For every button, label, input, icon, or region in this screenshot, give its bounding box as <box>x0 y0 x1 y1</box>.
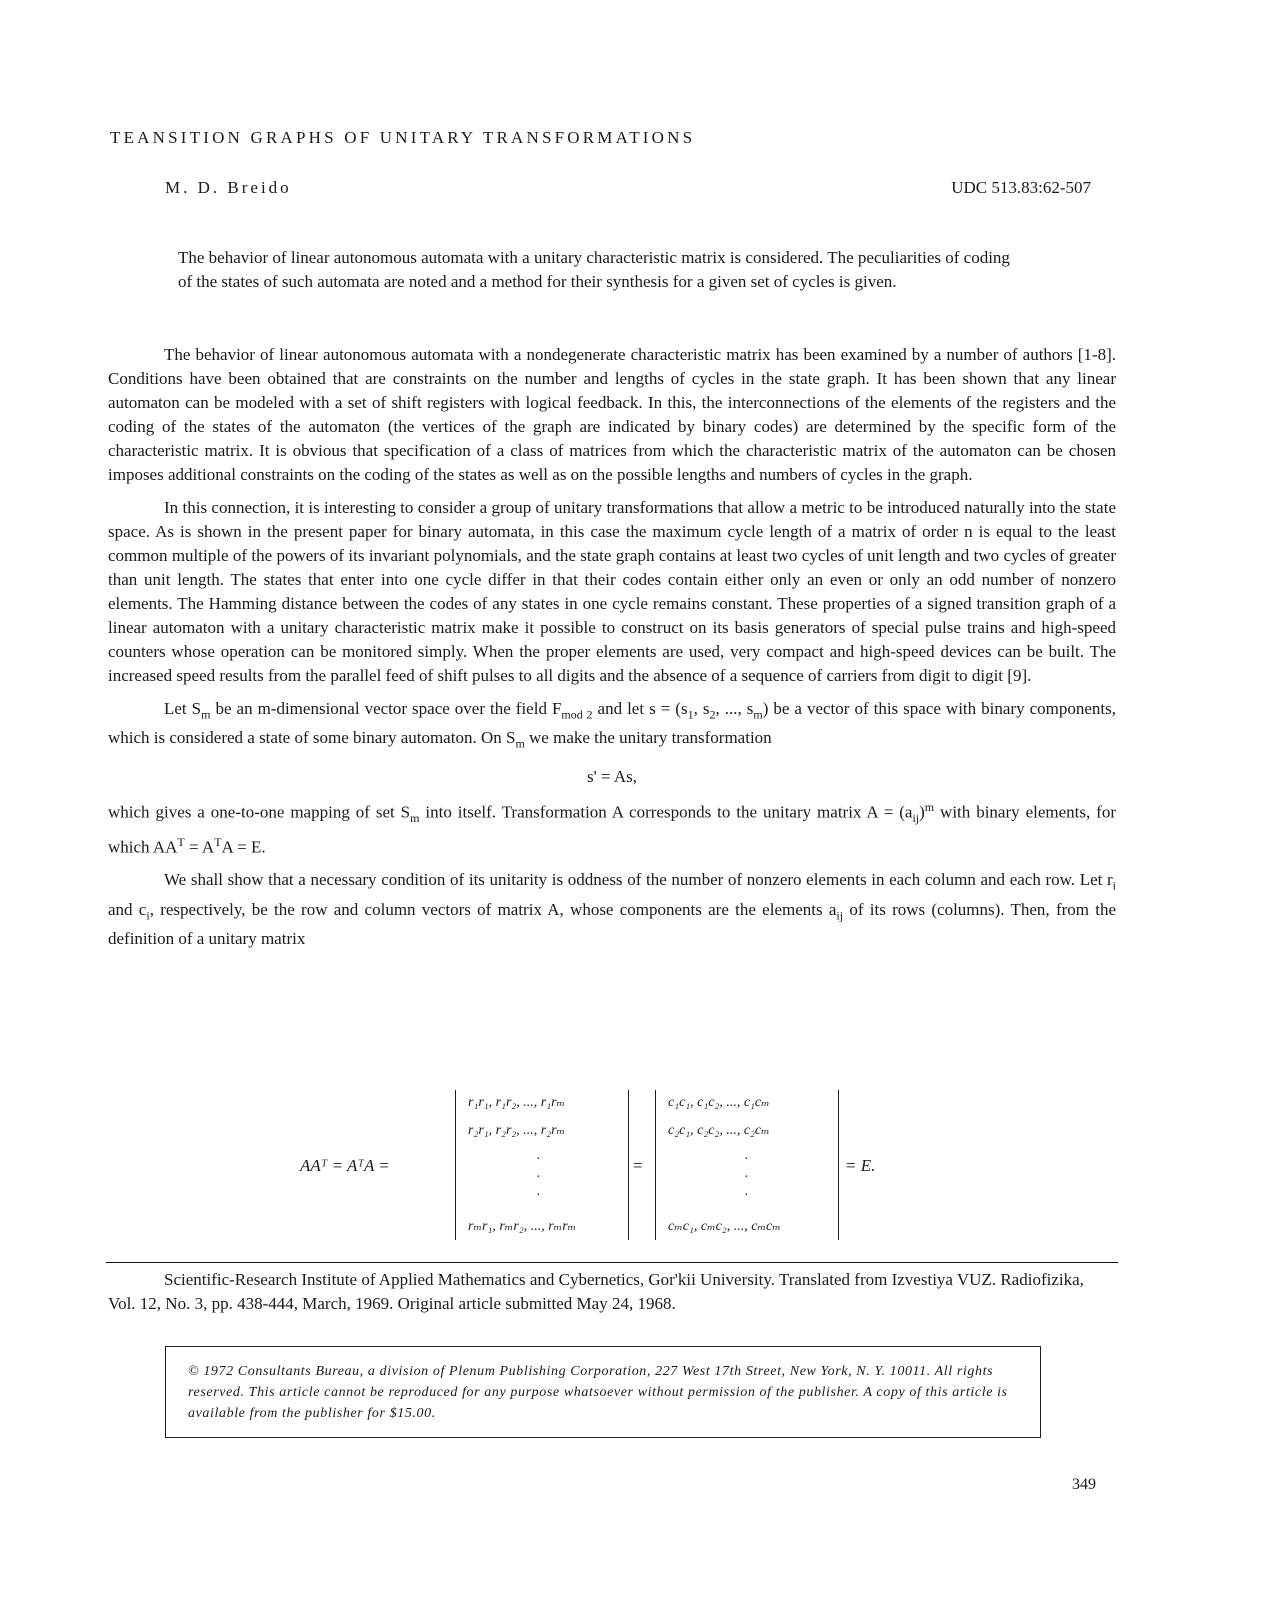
page-number: 349 <box>1072 1476 1096 1493</box>
vertical-dots: · <box>744 1188 749 1203</box>
matrix-rhs: = E. <box>845 1156 876 1175</box>
matrix-row: r₁r₁, r₁r₂, ..., r₁rₘ <box>468 1095 566 1110</box>
vertical-dots: · <box>744 1152 749 1167</box>
footnote-divider <box>106 1262 1118 1263</box>
body-text <box>108 343 1116 960</box>
matrix-row: rₘr₁, rₘr₂, ..., rₘrₘ <box>468 1219 577 1234</box>
copyright-box <box>165 1346 1041 1438</box>
paragraph-4: which gives a one-to-one mapping of set $S_m$ into itself. Transformation A corresponds to the unitary matrix $A = (a_{ij})^m$ with binary elements, for which $AA^T = A^TA = E$. <box>108 799 1116 857</box>
paragraph-1: The behavior of linear autonomous automata with a nondegenerate characteristic matrix has been examined by a number of authors [1-8]. Conditions have been obtained that are constraints on the number and lengths of cycles in the state graph. It has been shown that any linear automaton can be modeled with a set of shift registers with logical feedback. In this, the interconnections of the elements of the registers and the coding of the states of the automaton (the vertices of the graph are indicated by binary codes) are determined by the specific form of the characteristic matrix. It is obvious that specification of a class of matrices from which the characteristic matrix of the automaton can be chosen imposes additional constraints on the coding of the states as well as on the possible lengths and numbers of cycles in the graph. <box>108 345 1116 484</box>
udc-code: UDC 513.83:62-507 <box>951 178 1091 197</box>
copyright-text: © 1972 Consultants Bureau, a division of Plenum Publishing Corporation, 227 West 17th Street, New York, N. Y. 10011. All rights reserved. This article cannot be reproduced for any purpose whatsoever without permission of the publisher. A copy of this article is available from the publisher for $15.00. <box>188 1364 1008 1421</box>
author-name: M. D. Breido <box>165 178 292 197</box>
paper-title: TEANSITION GRAPHS OF UNITARY TRANSFORMATIONS <box>110 128 696 147</box>
matrix-row: c₂c₁, c₂c₂, ..., c₂cₘ <box>668 1123 770 1138</box>
matrix-row: r₂r₁, r₂r₂, ..., r₂rₘ <box>468 1123 566 1138</box>
paragraph-2: In this connection, it is interesting to consider a group of unitary transformations that allow a metric to be introduced naturally into the state space. As is shown in the present paper for binary automata, in this case the maximum cycle length of a matrix of order n is equal to the least common multiple of the powers of its invariant polynomials, and the state graph contains at least two cycles of unit length and two cycles of greater than unit length. The states that enter into one cycle differ in that their codes contain either only an even or only an odd number of nonzero elements. The Hamming distance between the codes of any states in one cycle remains constant. These properties of a signed transition graph of a linear automaton with a unitary characteristic matrix make it possible to construct on its basis generators of special pulse trains and high-speed counters whose operation can be monitored simply. When the proper elements are used, very compact and high-speed devices can be built. The increased speed results from the parallel feed of shift pulses to all digits and the absence of a sequence of carriers from digit to digit [9]. <box>108 498 1116 685</box>
equation-transform: s' = As, <box>587 766 637 786</box>
matrix-lhs: AAᵀ = AᵀA = <box>300 1156 390 1175</box>
vertical-dots: · <box>536 1170 541 1185</box>
paragraph-5: We shall show that a necessary condition of its unitarity is oddness of the number of nonzero elements in each column and each row. Let $r_i$ and $c_i$, respectively, be the row and column vectors of matrix A, whose components are the elements $a_{ij}$ of its rows (columns). Then, from the definition of a unitary matrix <box>108 870 1117 949</box>
paragraph-3: Let $S_m$ be an m-dimensional vector space over the field $F_{mod 2}$ and let $s = (s_1$, $s_2$, ..., $s_m$) be a vector of this space with binary components, which is considered a state of some binary automaton. On $S_m$ we make the unitary transformation <box>108 699 1117 751</box>
matrix-row: cₘc₁, cₘc₂, ..., cₘcₘ <box>668 1219 781 1234</box>
vertical-dots: · <box>536 1152 541 1167</box>
row-product-matrix <box>455 1090 629 1240</box>
abstract: The behavior of linear autonomous automata with a unitary characteristic matrix is considered. The peculiarities of coding of the states of such automata are noted and a method for their synthesis for a given set of cycles is given. <box>178 248 1010 291</box>
vertical-dots: · <box>536 1188 541 1203</box>
vertical-dots: · <box>744 1170 749 1185</box>
column-product-matrix <box>655 1090 839 1240</box>
equals-sign: = <box>633 1156 643 1175</box>
footnote: Scientific-Research Institute of Applied Mathematics and Cybernetics, Gor'kii University. Translated from Izvestiya VUZ. Radiofizika, Vol. 12, No. 3, pp. 438-444, March, 1969. Original article submitted May 24, 1968. <box>108 1270 1084 1313</box>
matrix-row: c₁c₁, c₁c₂, ..., c₁cₘ <box>668 1095 770 1110</box>
matrix-equation <box>300 1088 920 1248</box>
